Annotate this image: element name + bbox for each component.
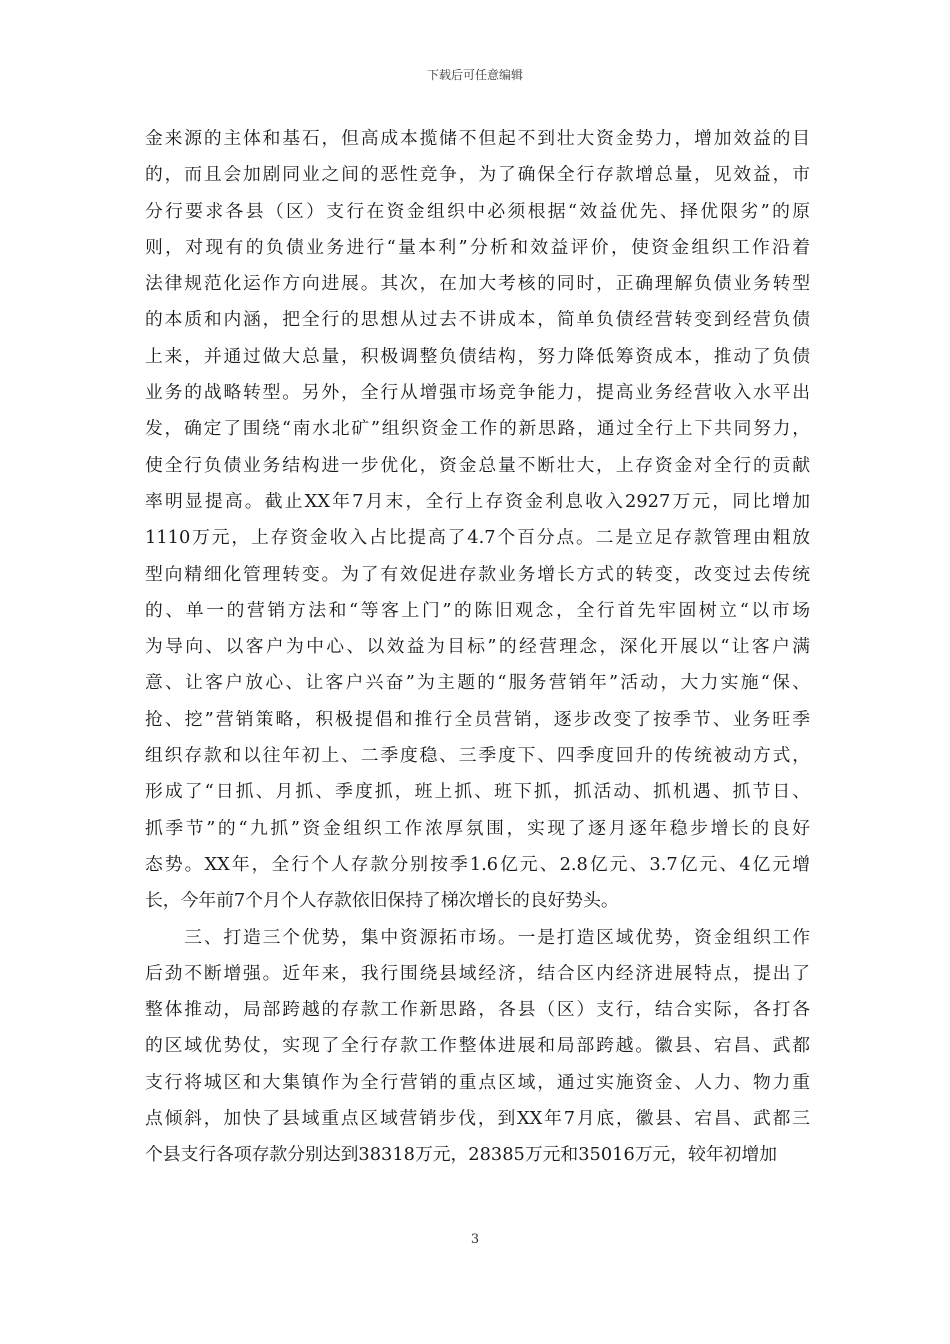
- text-line: 的、单一的营销方法和“等客上门”的陈旧观念，全行首先牢固树立“以市场: [145, 599, 810, 621]
- text-line: 使全行负债业务结构进一步优化，资金总量不断壮大，上存资金对全行的贡献: [145, 454, 810, 476]
- page-header: 下载后可任意编辑: [426, 68, 523, 82]
- text-line: 形成了“日抓、月抓、季度抓，班上抓、班下抓，抓活动、抓机遇、抓节日、: [145, 781, 810, 803]
- text-line: 率明显提高。截止XX年7月末，全行上存资金利息收入2927万元，同比增加: [145, 490, 810, 512]
- text-line: 发，确定了围绕“南水北矿”组织资金工作的新思路，通过全行上下共同努力，: [145, 418, 810, 440]
- text-line: 的，而且会加剧同业之间的恶性竞争，为了确保全行存款增总量，见效益，市: [145, 164, 810, 186]
- text-line: 个县支行各项存款分别达到38318万元，28385万元和35016万元，较年初增加: [145, 1144, 778, 1166]
- page-number: 3: [470, 1232, 480, 1247]
- text-line: 为导向、以客户为中心、以效益为目标”的经营理念，深化开展以“让客户满: [145, 636, 810, 658]
- text-line: 分行要求各县（区）支行在资金组织中必须根据“效益优先、择优限劣”的原: [145, 200, 810, 222]
- text-line: 组织存款和以往年初上、二季度稳、三季度下、四季度回升的传统被动方式，: [145, 745, 810, 767]
- text-line: 态势。XX年，全行个人存款分别按季1.6亿元、2.8亿元、3.7亿元、4亿元增: [145, 853, 810, 875]
- text-line: 抢、挖”营销策略，积极提倡和推行全员营销，逐步改变了按季节、业务旺季: [145, 708, 810, 730]
- text-line: 金来源的主体和基石，但高成本揽储不但起不到壮大资金势力，增加效益的目: [145, 128, 810, 149]
- text-line: 则，对现有的负债业务进行“量本利”分析和效益评价，使资金组织工作沿着: [145, 236, 810, 258]
- text-line: 型向精细化管理转变。为了有效促进存款业务增长方式的转变，改变过去传统: [145, 563, 810, 585]
- text-line: 长，今年前7个月个人存款依旧保持了梯次增长的良好势头。: [145, 890, 619, 912]
- text-line: 支行将城区和大集镇作为全行营销的重点区域，通过实施资金、人力、物力重: [145, 1071, 810, 1093]
- body-text: [145, 121, 810, 1174]
- text-line: 后劲不断增强。近年来，我行围绕县域经济，结合区内经济进展特点，提出了: [145, 962, 810, 984]
- text-line: 点倾斜，加快了县域重点区域营销步伐，到XX年7月底，徽县、宕昌、武都三: [145, 1108, 810, 1130]
- text-line: 的本质和内涵，把全行的思想从过去不讲成本，简单负债经营转变到经营负债: [145, 309, 810, 331]
- text-line: 三、打造三个优势，集中资源拓市场。一是打造区域优势，资金组织工作: [145, 926, 810, 948]
- text-line: 上来，并通过做大总量，积极调整负债结构，努力降低筹资成本，推动了负债: [145, 345, 810, 367]
- text-line: 的区域优势仗，实现了全行存款工作整体进展和局部跨越。徽县、宕昌、武都: [145, 1035, 810, 1057]
- text-line: 法律规范化运作方向进展。其次，在加大考核的同时，正确理解负债业务转型: [145, 273, 810, 295]
- text-line: 1110万元，上存资金收入占比提高了4.7个百分点。二是立足存款管理由粗放: [145, 527, 810, 549]
- text-line: 整体推动，局部跨越的存款工作新思路，各县（区）支行，结合实际，各打各: [145, 999, 810, 1021]
- text-line: 意、让客户放心、让客户兴奋”为主题的“服务营销年”活动，大力实施“保、: [145, 672, 810, 694]
- text-line: 抓季节”的“九抓”资金组织工作浓厚氛围，实现了逐月逐年稳步增长的良好: [145, 817, 810, 839]
- text-line: 业务的战略转型。另外，全行从增强市场竞争能力，提高业务经营收入水平出: [145, 382, 810, 404]
